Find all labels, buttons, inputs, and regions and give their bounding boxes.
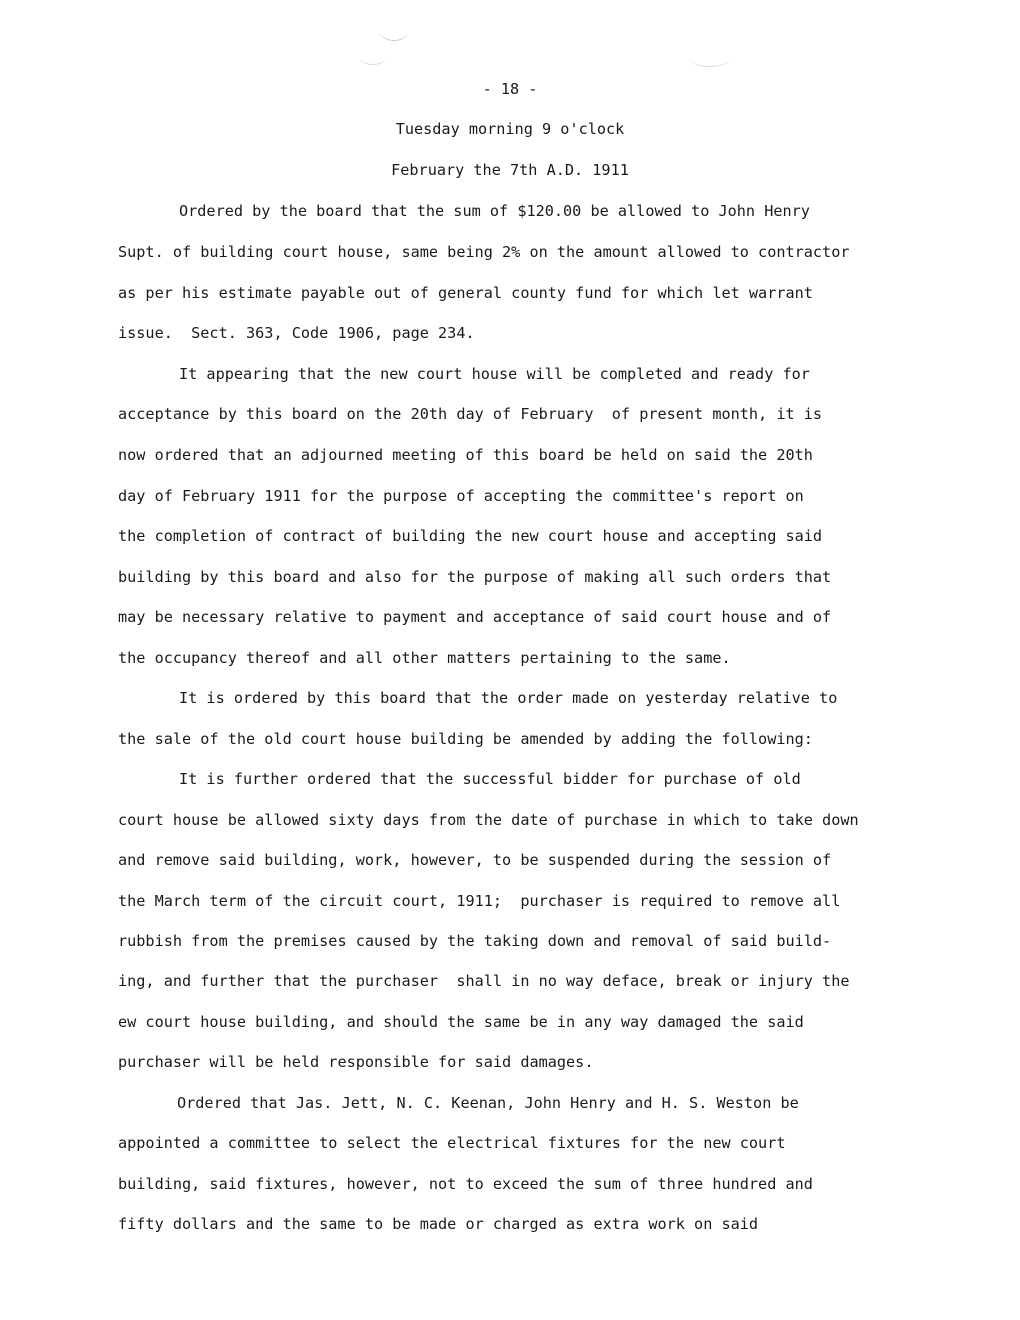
text-line: issue. Sect. 363, Code 1906, page 234. [118, 324, 475, 342]
text-line: appointed a committee to select the electrical fixtures for the new court [118, 1134, 786, 1152]
text-line: acceptance by this board on the 20th day of February of present month, it is [118, 405, 823, 423]
text-line: the March term of the circuit court, 1911; purchaser is required to remove all [118, 892, 841, 910]
text-line: may be necessary relative to payment and acceptance of said court house and of [118, 608, 832, 626]
heading-date: February the 7th A.D. 1911 [391, 161, 629, 179]
text-line: the sale of the old court house building be amended by adding the following: [118, 730, 813, 748]
heading-time: Tuesday morning 9 o'clock [395, 120, 625, 138]
text-line: fifty dollars and the same to be made or charged as extra work on said [118, 1215, 759, 1233]
text-line: now ordered that an adjourned meeting of this board be held on said the 20th [118, 446, 813, 464]
scan-smudge [690, 52, 730, 67]
text-line: It is further ordered that the successful bidder for purchase of old [179, 770, 801, 788]
text-line: It is ordered by this board that the order made on yesterday relative to [179, 689, 838, 707]
text-line: ew court house building, and should the same be in any way damaged the said [118, 1013, 804, 1031]
text-line: Supt. of building court house, same being 2% on the amount allowed to contractor [118, 243, 850, 261]
text-line: as per his estimate payable out of general county fund for which let warrant [118, 284, 813, 302]
text-line: Ordered by the board that the sum of $120.00 be allowed to John Henry [179, 202, 810, 220]
text-line: court house be allowed sixty days from the date of purchase in which to take down [118, 811, 859, 829]
text-line: purchaser will be held responsible for said damages. [118, 1053, 594, 1071]
text-line: building, said fixtures, however, not to exceed the sum of three hundred and [118, 1175, 813, 1193]
text-line: the completion of contract of building the new court house and accepting said [118, 527, 823, 545]
text-line: day of February 1911 for the purpose of accepting the committee's report on [118, 487, 804, 505]
text-line: rubbish from the premises caused by the taking down and removal of said build- [118, 932, 832, 950]
text-line: building by this board and also for the purpose of making all such orders that [118, 568, 832, 586]
text-line: the occupancy thereof and all other matters pertaining to the same. [118, 649, 731, 667]
page-number: - 18 - [482, 80, 538, 98]
text-line: and remove said building, work, however, to be suspended during the session of [118, 851, 832, 869]
text-line: ing, and further that the purchaser shall in no way deface, break or injury the [118, 972, 850, 990]
scan-smudge [380, 22, 408, 41]
scan-smudge [360, 50, 386, 65]
text-line: Ordered that Jas. Jett, N. C. Keenan, John Henry and H. S. Weston be [177, 1094, 799, 1112]
text-line: It appearing that the new court house will be completed and ready for [179, 365, 810, 383]
